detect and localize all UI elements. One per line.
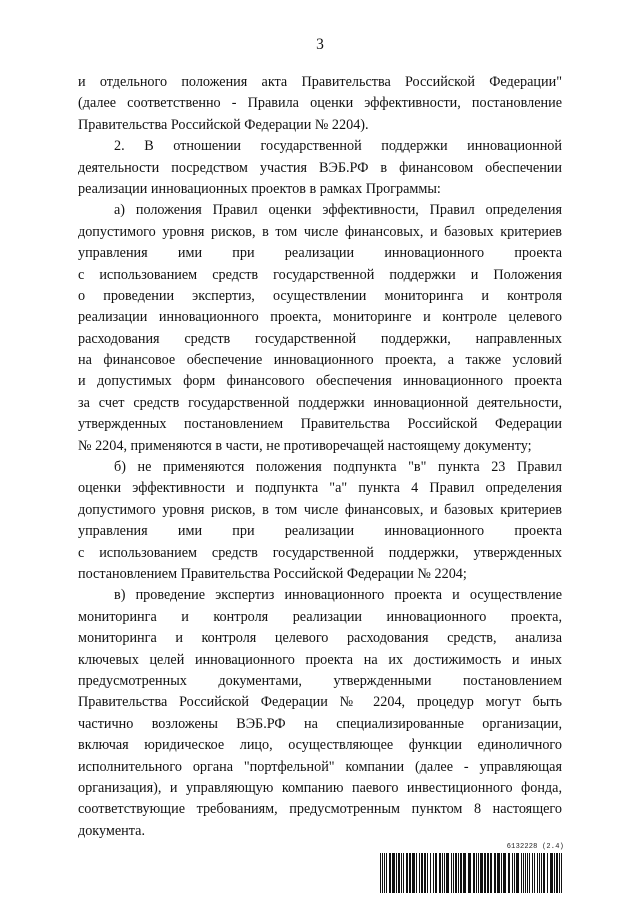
- barcode-bar: [512, 853, 513, 893]
- barcode-block: [380, 843, 564, 895]
- text-line: и отдельного положения акта Правительства Российской Федерации": [78, 74, 562, 90]
- barcode-bar: [508, 853, 510, 893]
- text-line: частично возложены ВЭБ.РФ на специализированные организации,: [78, 715, 562, 732]
- barcode-bar: [541, 853, 542, 893]
- text-line: документа.: [78, 822, 145, 839]
- text-line: за счет средств государственной поддержки инновационной деятельности,: [78, 394, 562, 411]
- text-line: мониторинга и контроля реализации инновационного проекта,: [78, 608, 562, 625]
- text-line: о проведении экспертиз, осуществлении мониторинга и контроля: [78, 287, 562, 304]
- page-number: 3: [316, 36, 324, 53]
- text-line: организация), и управляющую компанию паевого инвестиционного фонда,: [78, 779, 562, 796]
- paragraph-subitem-a: [78, 200, 562, 457]
- paragraph-item-2: [78, 136, 562, 200]
- barcode-icon: [380, 853, 564, 893]
- text-line: с использованием средств государственной поддержки, утвержденных: [78, 544, 562, 561]
- barcode-bar: [460, 853, 462, 893]
- barcode-bar: [406, 853, 408, 893]
- text-line: а) положения Правил оценки эффективности, Правил определения: [114, 202, 562, 219]
- text-line: Правительства Российской Федерации № 2204, процедур могут быть: [78, 694, 562, 711]
- barcode-bar: [403, 853, 404, 893]
- barcode-bar: [497, 853, 500, 893]
- document-body: [78, 72, 562, 842]
- barcode-bar: [444, 853, 445, 893]
- text-line: допустимого уровня рисков, в том числе финансовых, и базовых критериев: [78, 501, 562, 518]
- barcode-bar: [547, 853, 548, 893]
- barcode-bar: [396, 853, 397, 893]
- barcode-bar: [525, 853, 526, 893]
- barcode-bar: [556, 853, 558, 893]
- text-line: (далее соответственно - Правила оценки эффективности, постановление: [78, 95, 562, 112]
- text-line: управления ими при реализации инновационного проекта: [78, 245, 562, 262]
- paragraph-subitem-b: [78, 457, 562, 585]
- barcode-bar: [386, 853, 387, 893]
- barcode-bar: [532, 853, 533, 893]
- text-line: 2. В отношении государственной поддержки инновационной: [114, 138, 562, 155]
- text-line: ключевых целей инновационного проекта на их достижимость и иных: [78, 651, 562, 668]
- text-line: предусмотренных документами, утвержденными постановлением: [78, 672, 562, 689]
- barcode-bar: [392, 853, 395, 893]
- barcode-bar: [430, 853, 431, 893]
- barcode-bar: [529, 853, 530, 893]
- barcode-bar: [455, 853, 457, 893]
- text-line: и допустимых форм финансового обеспечения инновационного проекта: [78, 373, 562, 390]
- barcode-bar: [421, 853, 423, 893]
- text-line: оценки эффективности и подпункта "а" пункта 4 Правил определения: [78, 480, 562, 497]
- text-line: включая юридическое лицо, осуществляющее функции единоличного: [78, 737, 562, 754]
- barcode-bar: [463, 853, 466, 893]
- text-line: в) проведение экспертиз инновационного проекта и осуществление: [114, 587, 562, 604]
- text-line: мониторинга и контроля целевого расходования средств, анализа: [78, 630, 562, 647]
- barcode-bar: [494, 853, 496, 893]
- barcode-bar: [468, 853, 471, 893]
- text-line: постановлением Правительства Российской Федерации № 2204;: [78, 565, 467, 582]
- barcode-bar: [550, 853, 553, 893]
- barcode-bar: [534, 853, 535, 893]
- barcode-bar: [398, 853, 400, 893]
- barcode-bar: [523, 853, 524, 893]
- text-line: Правительства Российской Федерации № 2204).: [78, 116, 369, 133]
- barcode-bar: [476, 853, 477, 893]
- text-line: б) не применяются положения подпункта "в" пункта 23 Правил: [114, 459, 562, 476]
- barcode-bar: [435, 853, 437, 893]
- barcode-bar: [401, 853, 402, 893]
- barcode-bar: [382, 853, 383, 893]
- barcode-bar: [412, 853, 415, 893]
- barcode-bar: [473, 853, 475, 893]
- barcode-bar: [527, 853, 528, 893]
- barcode-bar: [561, 853, 562, 893]
- text-line: утвержденных постановлением Правительства Российской Федерации: [78, 416, 562, 433]
- barcode-bar: [433, 853, 434, 893]
- barcode-bar: [503, 853, 506, 893]
- barcode-bar: [516, 853, 519, 893]
- text-line: соответствующие требованиям, предусмотренным пунктом 8 настоящего: [78, 801, 562, 818]
- barcode-bar: [453, 853, 454, 893]
- barcode-bar: [484, 853, 486, 893]
- paragraph-continuation: [78, 72, 562, 136]
- barcode-bar: [380, 853, 381, 893]
- barcode-bar: [501, 853, 502, 893]
- barcode-bar: [451, 853, 452, 893]
- text-line: управления ими при реализации инновационного проекта: [78, 523, 562, 540]
- barcode-bar: [446, 853, 449, 893]
- barcode-bar: [487, 853, 489, 893]
- paragraph-subitem-v: [78, 585, 562, 842]
- barcode-bar: [439, 853, 441, 893]
- barcode-bar: [490, 853, 492, 893]
- barcode-bar: [409, 853, 411, 893]
- barcode-bar: [416, 853, 417, 893]
- barcode-bar: [424, 853, 426, 893]
- barcode-bar: [419, 853, 420, 893]
- barcode-bar: [458, 853, 459, 893]
- barcode-code: 6132228 (2.4): [506, 843, 564, 851]
- barcode-bar: [478, 853, 479, 893]
- barcode-bar: [427, 853, 428, 893]
- barcode-bar: [480, 853, 483, 893]
- text-line: допустимого уровня рисков, в том числе финансовых, и базовых критериев: [78, 223, 562, 240]
- barcode-bar: [559, 853, 560, 893]
- barcode-bar: [389, 853, 391, 893]
- text-line: с использованием средств государственной поддержки и Положения: [78, 266, 562, 283]
- text-line: расходования средств государственной поддержки, направленных: [78, 330, 562, 347]
- barcode-bar: [539, 853, 540, 893]
- barcode-bar: [554, 853, 555, 893]
- barcode-bar: [384, 853, 385, 893]
- text-line: на финансовое обеспечение инновационного проекта, а также условий: [78, 352, 562, 369]
- text-line: деятельности посредством участия ВЭБ.РФ в финансовом обеспечении: [78, 159, 562, 176]
- barcode-bar: [521, 853, 522, 893]
- text-line: реализации инновационных проектов в рамках Программы:: [78, 180, 441, 197]
- text-line: исполнительного органа "портфельной" компании (далее - управляющая: [78, 758, 562, 775]
- text-line: реализации инновационного проекта, мониторинге и контроле целевого: [78, 309, 562, 326]
- barcode-bar: [514, 853, 515, 893]
- text-line: № 2204, применяются в части, не противоречащей настоящему документу;: [78, 437, 532, 454]
- barcode-bar: [537, 853, 538, 893]
- barcode-bar: [442, 853, 443, 893]
- barcode-bar: [543, 853, 545, 893]
